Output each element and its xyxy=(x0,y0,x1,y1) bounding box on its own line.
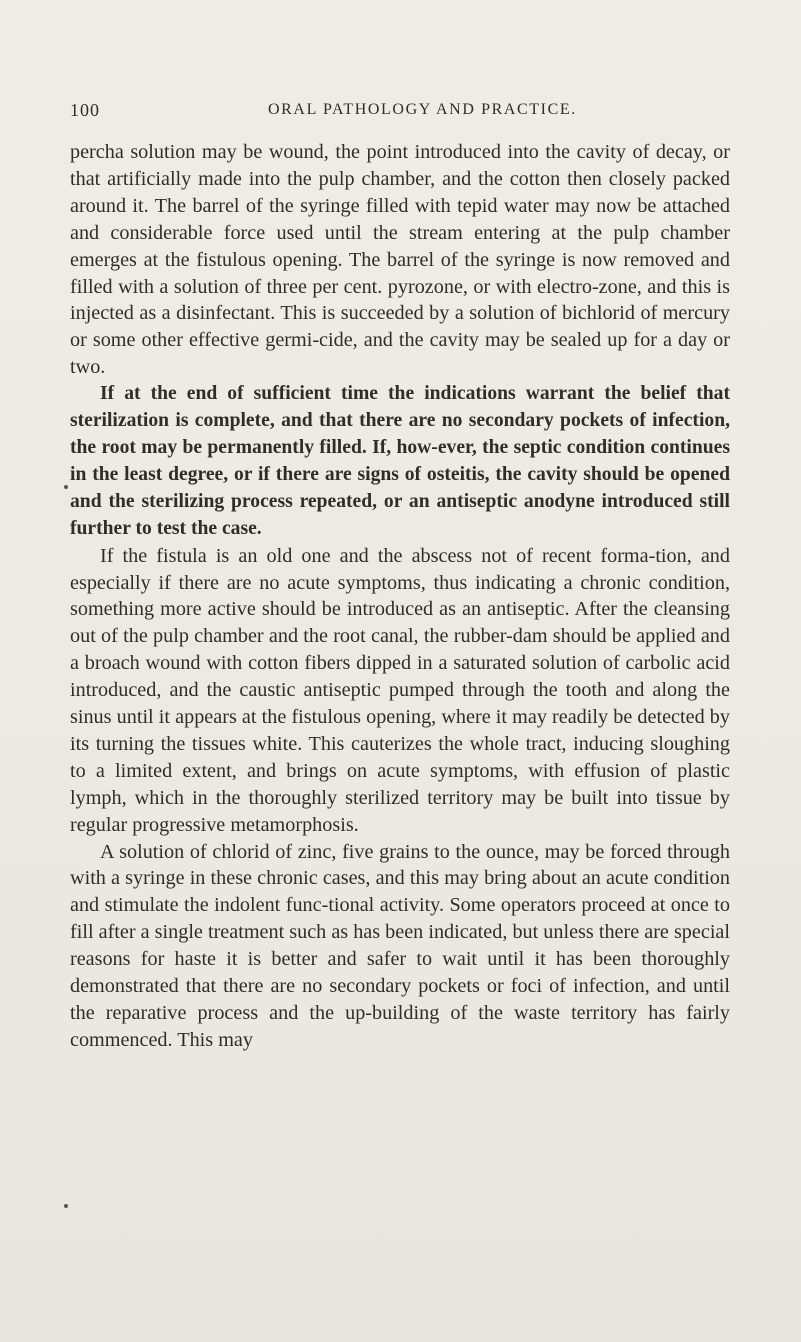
paragraph-2-bold: If at the end of sufficient time the indications warrant the belief that sterilization is complete, and that there are no secondary pockets of infection, the root may be permanently filled. If, how-ever, the septic condition continues in the least degree, or if there are signs of osteitis, the cavity should be opened and the sterilizing process repeated, or an antiseptic anodyne introduced still further to test the case. xyxy=(70,383,730,539)
running-title: ORAL PATHOLOGY AND PRACTICE. xyxy=(268,101,577,118)
paragraph-4: A solution of chlorid of zinc, five grains to the ounce, may be forced through with a syringe in these chronic cases, and this may bring about an acute condition and stimulate the indolent func-tional activity. Some operators proceed at once to fill after a single treatment such as has been indicated, but unless there are special reasons for haste it is better and safer to wait until it has been thoroughly demonstrated that there are no secondary pockets or foci of infection, and until the reparative process and the up-building of the waste territory has fairly commenced. This may xyxy=(70,840,730,1051)
paragraph-3: If the fistula is an old one and the abscess not of recent forma-tion, and especially if there are no acute symptoms, thus indicating a chronic condition, something more active should be introduced as an antiseptic. After the cleansing out of the pulp chamber and the root canal, the rubber-dam should be applied and a broach wound with cotton fibers dipped in a saturated solution of carbolic acid introduced, and the caustic antiseptic pumped through the tooth and along the sinus until it appears at the fistulous opening, where it may readily be detected by its turning the tissues white. This cauterizes the whole tract, inducing sloughing to a limited extent, and brings on acute symptoms, with effusion of plastic lymph, which in the thoroughly sterilized territory may be built into tissue by regular progressive metamorphosis. xyxy=(70,544,730,836)
margin-mark-2 xyxy=(64,1204,68,1208)
margin-mark-1 xyxy=(64,485,68,489)
paragraph-1: percha solution may be wound, the point introduced into the cavity of decay, or that artificially made into the pulp chamber, and the cotton then closely packed around it. The barrel of the syringe filled with tepid water may now be attached and considerable force used until the stream entering at the pulp chamber emerges at the fistulous opening. The barrel of the syringe is now removed and filled with a solution of three per cent. pyrozone, or with electro-zone, and this is injected as a disinfectant. This is succeeded by a solution of bichlorid of mercury or some other effective germi-cide, and the cavity may be sealed up for a day or two. xyxy=(70,141,730,379)
page-number: 100 xyxy=(70,100,100,120)
body-text xyxy=(70,139,730,1054)
page-header xyxy=(70,100,730,124)
